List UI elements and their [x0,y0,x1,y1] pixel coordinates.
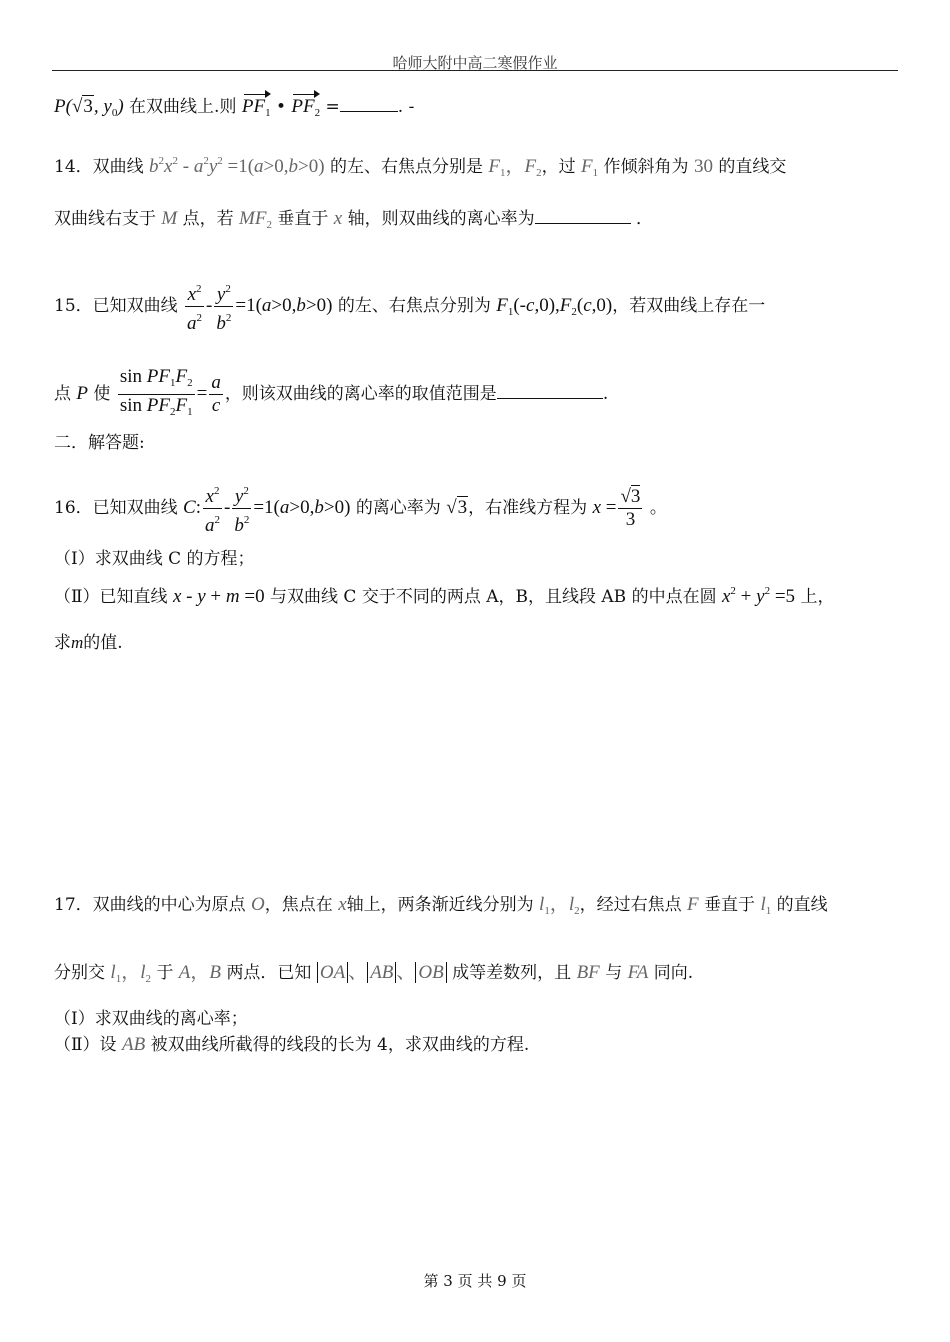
answer-blank [535,223,631,224]
q15-line-1 [54,278,904,335]
point-m: M [161,208,178,229]
directrix-equation: x = $\frac{√3}{3}$ [592,486,641,530]
q15-end: . [602,383,609,404]
q17-number: 17．双曲线的中心为原点 [54,895,246,915]
q15-text: ，若双曲线上存在一 [612,295,766,316]
segment-ab: AB [121,1034,146,1055]
q14-end: ． [636,209,654,229]
abs-lengths: OA 、 AB 、 OB [317,962,447,983]
q16-text: 的离心率为 [355,497,441,518]
focus-f1: $F_1$ [581,156,599,179]
page-header: 哈师大附中高二寒假作业 [392,54,558,72]
q16-text: 求 [54,633,71,653]
focus-f1-f2: $F_1$，$F_2$ [488,156,542,179]
q17-text: 两点．已知 [226,963,312,983]
vector-pf1: $PF_1$ [242,96,271,124]
sine-ratio-formula: $\frac{\sin PF_1F_2}{\sin PF_2F_1}$ = $\frac{a}{c}$ [119,366,221,418]
q17-text: 轴上，两条渐近线分别为 [346,895,534,915]
q14-line-2 [54,208,904,236]
q17-text: 于 [156,963,174,983]
q17-text: 同向. [653,963,694,983]
q17-text: 被双曲线所截得的线段的长为 4，求双曲线的方程. [150,1035,530,1055]
q14-equation: $b^2x^2 - a^2y^2 =1(a>0,b>0)$ [149,155,325,177]
asymptotes-l1-l2: $l_1$，$l_2$ [539,894,580,917]
q17-text: ，经过右焦点 [579,895,682,915]
q14-number: 14．双曲线 [54,157,144,177]
q16-line-1 [54,480,904,537]
q15-text: ，则该双曲线的离心率的取值范围是 [224,383,497,404]
angle-value: 30 [693,156,713,177]
q16-part-1: （Ⅰ）求双曲线 C 的方程； [54,549,255,569]
asymptotes-l1-l2: $l_1$，$l_2$ [110,962,151,985]
q15-equation: $\frac{x^2}{a^2}$ - $\frac{y^2}{b^2}$ =1(a>0,b>0) [183,295,332,316]
q14-text: ，过 [541,157,576,177]
q17-part-2 [54,1034,904,1056]
q17-text: 分别交 [54,963,105,983]
variable-m: m [71,633,84,652]
header-divider [52,70,898,71]
axis-x: x [333,208,343,229]
q15-line-2 [54,366,904,423]
q16-part-2-line-2 [54,632,904,654]
q15-text: 使 [93,383,111,404]
q15-number: 15．已知双曲线 [54,295,178,316]
q17-text: （Ⅱ）设 [54,1035,117,1055]
q17-text: ，焦点在 [264,895,333,915]
vector-pf2: $PF_2$ [291,96,320,124]
q16-end: 。 [649,497,667,518]
q17-line-2 [54,962,904,990]
segment-mf2: $MF_2$ [239,208,272,231]
circle-equation: $x^2 + y^2 =5$ [721,585,796,607]
foci-coordinates: $F_1(-c,0),F_2(c,0)$ [496,294,613,318]
q13-end: . - [397,97,415,117]
q13-text: 在双曲线上.则 [129,97,237,117]
q16-text: 的值. [83,633,123,653]
asymptote-l1: $l_1$ [760,894,772,917]
q16-text: 与双曲线 C 交于不同的两点 A，B，且线段 AB 的中点在圆 [270,587,717,607]
eccentricity-value: √3 [446,496,468,518]
q14-text: 作倾斜角为 [603,157,689,177]
q13-tail-line [54,96,904,124]
q17-text: 的直线 [776,895,828,915]
answer-blank [340,111,398,112]
points-a-b: A，B [178,962,222,983]
q15-text: 点 [54,383,71,404]
q17-part-1: （Ⅰ）求双曲线的离心率； [54,1009,248,1029]
q16-text: （Ⅱ）已知直线 [54,587,168,607]
q15-text: 的左、右焦点分别为 [337,295,491,316]
dot-operator: • [275,97,287,117]
q14-line-1 [54,150,904,184]
point-p: P [76,382,89,404]
answer-blank [497,398,603,399]
vector-bf: BF [576,962,600,983]
q14-text: 的直线交 [718,157,787,177]
q14-text: 的左、右焦点分别是 [329,157,483,177]
formula-point-p: P(√3, $y_0$) [54,96,124,119]
q14-text: 点，若 [182,209,234,229]
q14-text: 轴，则双曲线的离心率为 [347,209,535,229]
q14-text: 垂直于 [277,209,329,229]
q16-equation: C: $\frac{x^2}{a^2}$ - $\frac{y^2}{b^2}$ =1(a>0,b>0) [183,497,350,518]
q17-line-1 [54,894,904,922]
q16-text: 上， [800,587,835,607]
q16-number: 16．已知双曲线 [54,497,178,518]
q17-text: 垂直于 [704,895,756,915]
line-equation: x - y + m =0 [172,586,265,607]
axis-x: x [338,894,347,915]
section-title: 二．解答题: [54,433,145,453]
page-footer: 第 3 页 共 9 页 [423,1272,527,1290]
equals-sign: = [325,97,340,117]
q16-text: ，右准线方程为 [468,497,588,518]
origin-o: O [251,894,265,915]
q17-text: 与 [605,963,623,983]
q16-part-2-line-1 [54,580,904,608]
focus-f: F [687,894,699,915]
vector-fa: FA [627,962,649,983]
q14-text: 双曲线右支于 [54,209,156,229]
q17-text: 成等差数列，且 [452,963,572,983]
